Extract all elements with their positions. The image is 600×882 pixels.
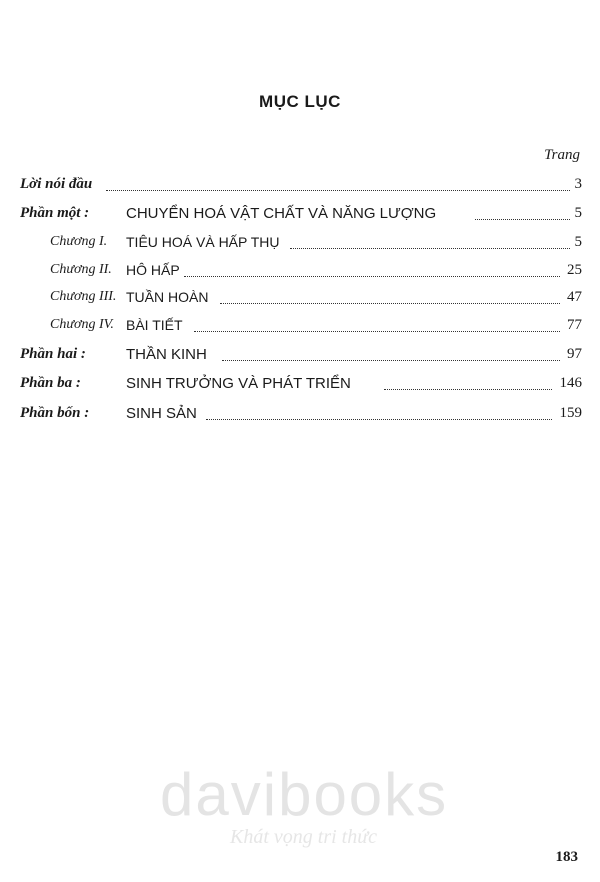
toc-title: THẦN KINH xyxy=(126,346,207,363)
toc-entry-chapter-3 xyxy=(50,289,582,309)
toc-page-number: 47 xyxy=(567,289,582,305)
toc-label: Chương IV. xyxy=(50,317,114,332)
toc-entry-chapter-2 xyxy=(50,262,582,282)
toc-title: CHUYỂN HOÁ VẬT CHẤT VÀ NĂNG LƯỢNG xyxy=(126,205,437,222)
toc-page-number: 25 xyxy=(567,262,582,278)
toc-title: TIÊU HOÁ VÀ HẤP THỤ xyxy=(126,234,280,250)
dot-leader xyxy=(475,219,570,220)
page-title: MỤC LỤC xyxy=(259,92,341,111)
toc-page-number: 97 xyxy=(567,346,582,362)
dot-leader xyxy=(184,276,560,277)
toc-title: HÔ HẤP xyxy=(126,262,180,278)
toc-title: TUẦN HOÀN xyxy=(126,289,209,305)
toc-label: Phần hai : xyxy=(20,346,86,362)
toc-entry-chapter-4 xyxy=(50,317,582,337)
toc-entry-chapter-1 xyxy=(50,234,582,254)
dot-leader xyxy=(220,303,560,304)
dot-leader xyxy=(290,248,570,249)
toc-page-number: 5 xyxy=(574,234,582,250)
toc-label: Lời nói đầu xyxy=(20,176,93,192)
toc-title: SINH TRƯỞNG VÀ PHÁT TRIỂN xyxy=(126,375,351,392)
toc-title: SINH SẢN xyxy=(126,405,197,422)
page-number: 183 xyxy=(555,849,578,865)
toc-page-number: 5 xyxy=(574,205,582,221)
toc-page-number: 3 xyxy=(574,176,582,192)
toc-label: Phần một : xyxy=(20,205,90,221)
toc-entry-preface xyxy=(20,176,582,196)
watermark-logo: davibooks xyxy=(160,761,449,828)
toc-entry-part-1 xyxy=(20,205,582,225)
toc-title: BÀI TIẾT xyxy=(126,317,183,333)
toc-page-number: 159 xyxy=(559,405,582,421)
dot-leader xyxy=(194,331,560,332)
page-column-header: Trang xyxy=(544,147,580,163)
toc-entry-part-3 xyxy=(20,375,582,395)
dot-leader xyxy=(106,190,570,191)
toc-page-number: 77 xyxy=(567,317,582,333)
toc-entry-part-4 xyxy=(20,405,582,425)
dot-leader xyxy=(206,419,552,420)
toc-label: Phần bốn : xyxy=(20,405,90,421)
toc-label: Chương I. xyxy=(50,234,108,249)
toc-label: Chương II. xyxy=(50,262,112,277)
toc-label: Chương III. xyxy=(50,289,117,304)
toc-label: Phần ba : xyxy=(20,375,81,391)
watermark-tagline: Khát vọng tri thức xyxy=(230,826,378,848)
dot-leader xyxy=(222,360,560,361)
dot-leader xyxy=(384,389,552,390)
toc-page-number: 146 xyxy=(559,375,582,391)
toc-entry-part-2 xyxy=(20,346,582,366)
